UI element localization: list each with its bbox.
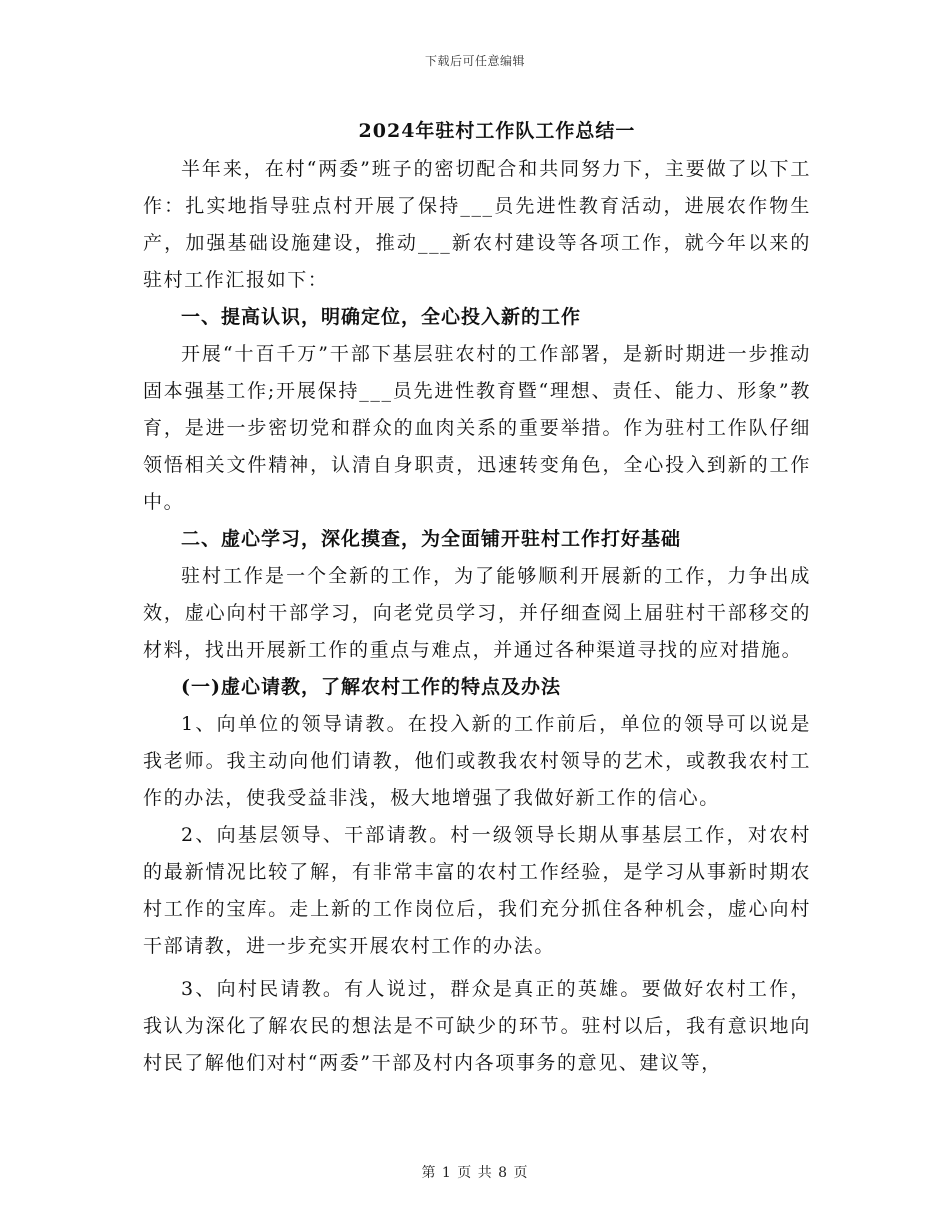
document-title: 2024年驻村工作队工作总结一 xyxy=(358,120,636,142)
list-item-1: 1、向单位的领导请教。在投入新的工作前后，单位的领导可以说是我老师。我主动向他们请教，他们或教我农村领导的艺术，或教我农村工作的办法，使我受益非浅，极大地增强了我做好新工作的信心。 xyxy=(143,713,811,809)
document-body xyxy=(143,113,811,1082)
intro-paragraph: 半年来，在村“两委”班子的密切配合和共同努力下，主要做了以下工作：扎实地指导驻点村开展了保持___员先进性教育活动，进展农作物生产，加强基础设施建设，推动___新农村建设等各项工作，就今年以来的驻村工作汇报如下： xyxy=(143,158,811,291)
section-2-heading: 二、虚心学习，深化摸查，为全面铺开驻村工作打好基础 xyxy=(181,528,682,550)
page-number: 第 1 页 共 8 页 xyxy=(421,1165,529,1181)
list-item-2: 2、向基层领导、干部请教。村一级领导长期从事基层工作，对农村的最新情况比较了解，有非常丰富的农村工作经验，是学习从事新时期农村工作的宝库。走上新的工作岗位后，我们充分抓住各种机会，虚心向村干部请教，进一步充实开展农村工作的办法。 xyxy=(143,824,811,957)
section-1-heading: 一、提高认识，明确定位，全心投入新的工作 xyxy=(181,306,582,328)
list-item-3: 3、向村民请教。有人说过，群众是真正的英雄。要做好农村工作，我认为深化了解农民的想法是不可缺少的环节。驻村以后，我有意识地向村民了解他们对村“两委”干部及村内各项事务的意见、建议等， xyxy=(143,978,811,1074)
subsection-1-heading: (一)虚心请教，了解农村工作的特点及办法 xyxy=(181,676,561,698)
header-note: 下载后可任意编辑 xyxy=(424,54,525,68)
section-1-paragraph: 开展“十百千万”干部下基层驻农村的工作部署，是新时期进一步推动固本强基工作;开展保持___员先进性教育暨“理想、责任、能力、形象”教育，是进一步密切党和群众的血肉关系的重要举措。作为驻村工作队仔细领悟相关文件精神，认清自身职责，迅速转变角色，全心投入到新的工作中。 xyxy=(143,343,811,513)
section-2-paragraph: 驻村工作是一个全新的工作，为了能够顺利开展新的工作，力争出成效，虚心向村干部学习，向老党员学习，并仔细查阅上届驻村干部移交的材料，找出开展新工作的重点与难点，并通过各种渠道寻找的应对措施。 xyxy=(143,565,811,661)
